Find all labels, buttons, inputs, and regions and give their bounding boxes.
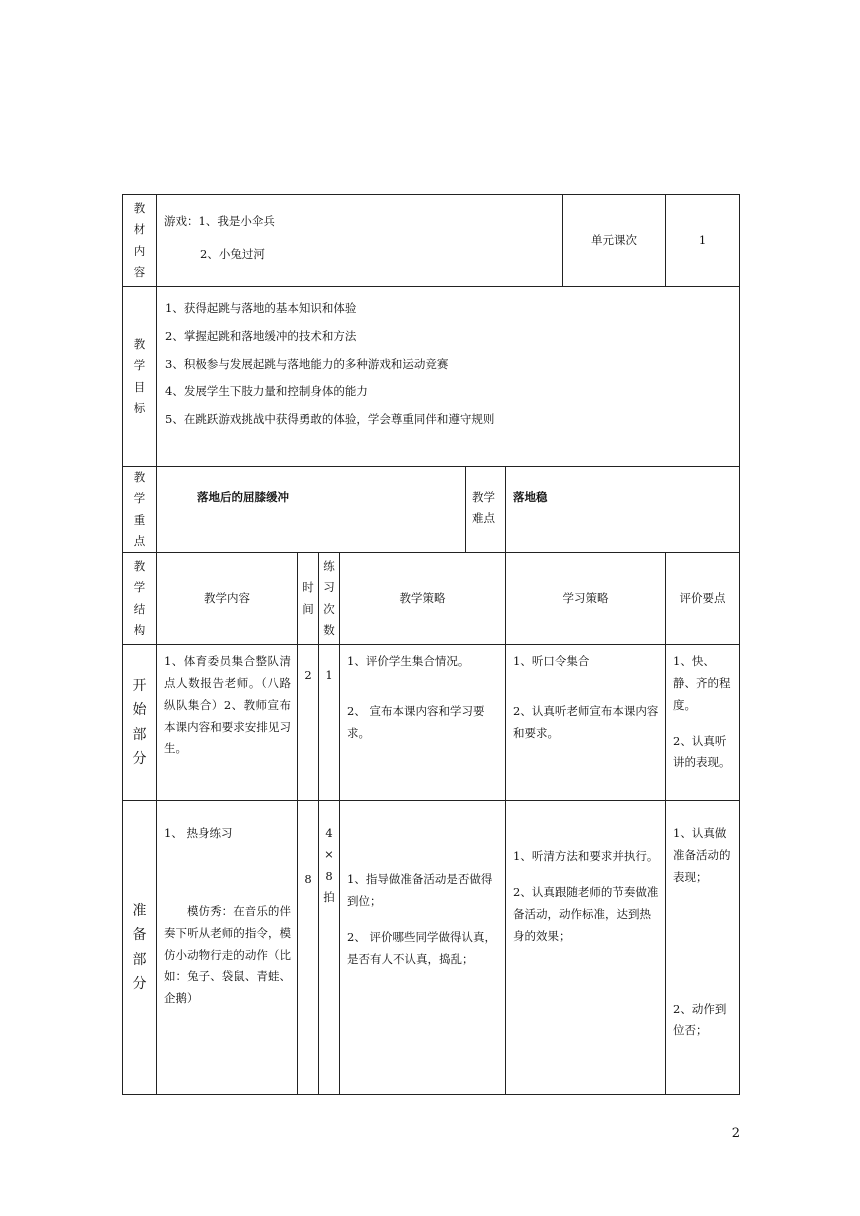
start-learning-2: 2、认真听老师宣布本课内容和要求。 [513,703,659,740]
start-teaching-cell [340,645,506,801]
prep-time: 8 [304,872,312,887]
col-eval-header [666,553,740,645]
start-learning-1: 1、听口令集合 [513,654,590,669]
start-eval-2: 2、认真听讲的表现。 [673,733,731,770]
col-eval-label: 评价要点 [679,590,726,605]
objective-item: 5、在跳跃游戏挑战中获得勇敢的体验，学会尊重同伴和遵守规则 [165,412,495,427]
prep-learning-cell [506,801,666,1095]
unit-value: 1 [698,232,707,247]
start-reps: 1 [325,668,333,683]
focus-value: 落地后的屈膝缓冲 [197,490,289,504]
objective-item: 4、发展学生下肢力量和控制身体的能力 [165,384,368,399]
prep-time-cell [298,801,319,1095]
objectives-row [123,287,740,467]
focus-row [123,467,740,553]
prep-eval-2: 2、动作到位否； [673,1001,727,1038]
structure-header-row [123,553,740,645]
material-content-cell [157,195,563,287]
objective-item: 2、掌握起跳和落地缓冲的技术和方法 [165,328,357,343]
prep-teaching-2: 2、 评价哪些同学做得认真，是否有人不认真，捣乱； [347,929,496,966]
col-reps-label: 练习次数 [323,559,335,637]
start-label: 开始部分 [132,677,147,768]
structure-label: 教学结构 [133,559,146,637]
start-section-row [123,645,740,801]
start-label-cell [123,645,157,801]
material-line2: 2、小兔过河 [200,246,265,261]
focus-label: 教学重点 [133,470,146,548]
unit-label: 单元课次 [591,232,638,247]
objectives-label-cell [123,287,157,467]
material-row [123,195,740,287]
material-line1: 游戏：1、我是小伞兵 [164,214,275,228]
unit-value-cell [666,195,740,287]
prep-learning-2: 2、认真跟随老师的节奏做准备活动，动作标准，达到热身的效果； [513,884,659,943]
prep-content-2: 模仿秀：在音乐的伴奏下听从老师的指令，模仿小动物行走的动作（比如：兔子、袋鼠、青蛙、企鹅） [164,903,291,1006]
prep-reps: 4×8拍 [323,826,335,904]
material-label-cell [123,195,157,287]
start-content: 1、体育委员集合整队清点人数报告老师。（八路纵队集合）2、教师宣布本课内容和要求安排见习生。 [164,654,291,756]
col-teaching-label: 教学策略 [399,590,446,605]
start-teaching-2: 2、 宣布本课内容和学习要求。 [347,703,485,740]
prep-content-cell [157,801,298,1095]
difficulty-value: 落地稳 [513,490,548,504]
col-time-header [298,553,319,645]
objectives-content-cell [157,287,740,467]
col-learning-header [506,553,666,645]
start-teaching-1: 1、评价学生集合情况。 [347,654,470,669]
structure-label-cell [123,553,157,645]
col-content-header [157,553,298,645]
start-eval-1: 1、快、静、齐的程度。 [673,654,731,712]
prep-teaching-1: 1、指导做准备活动是否做得到位； [347,872,493,908]
prep-learning-1: 1、听清方法和要求并执行。 [513,849,659,864]
prep-eval-1: 1、认真做准备活动的表现； [673,826,731,884]
prep-section-row [123,801,740,1095]
page-number: 2 [731,1126,740,1141]
start-eval-cell [666,645,740,801]
prep-eval-cell [666,801,740,1095]
start-learning-cell [506,645,666,801]
prep-label: 准备部分 [132,902,147,993]
start-content-cell [157,645,298,801]
prep-content-1: 1、 热身练习 [164,826,233,841]
difficulty-label: 教学难点 [472,490,495,526]
col-learning-label: 学习策略 [562,590,609,605]
material-label: 教材内容 [133,200,146,279]
focus-value-cell [157,467,466,553]
focus-label-cell [123,467,157,553]
col-teaching-header [340,553,506,645]
col-reps-header [319,553,340,645]
start-time-cell [298,645,319,801]
start-time: 2 [304,668,312,683]
prep-teaching-cell [340,801,506,1095]
prep-label-cell [123,801,157,1095]
prep-reps-cell [319,801,340,1095]
difficulty-label-cell [466,467,506,553]
difficulty-value-cell [506,467,740,553]
unit-label-cell [563,195,666,287]
col-content-label: 教学内容 [204,590,250,605]
col-time-label: 时间 [302,580,314,616]
objective-item: 3、积极参与发展起跳与落地能力的多种游戏和运动竞赛 [165,356,449,371]
objectives-label: 教学目标 [133,336,146,415]
lesson-plan-table [122,194,740,1095]
start-reps-cell [319,645,340,801]
objective-item: 1、获得起跳与落地的基本知识和体验 [165,301,357,315]
